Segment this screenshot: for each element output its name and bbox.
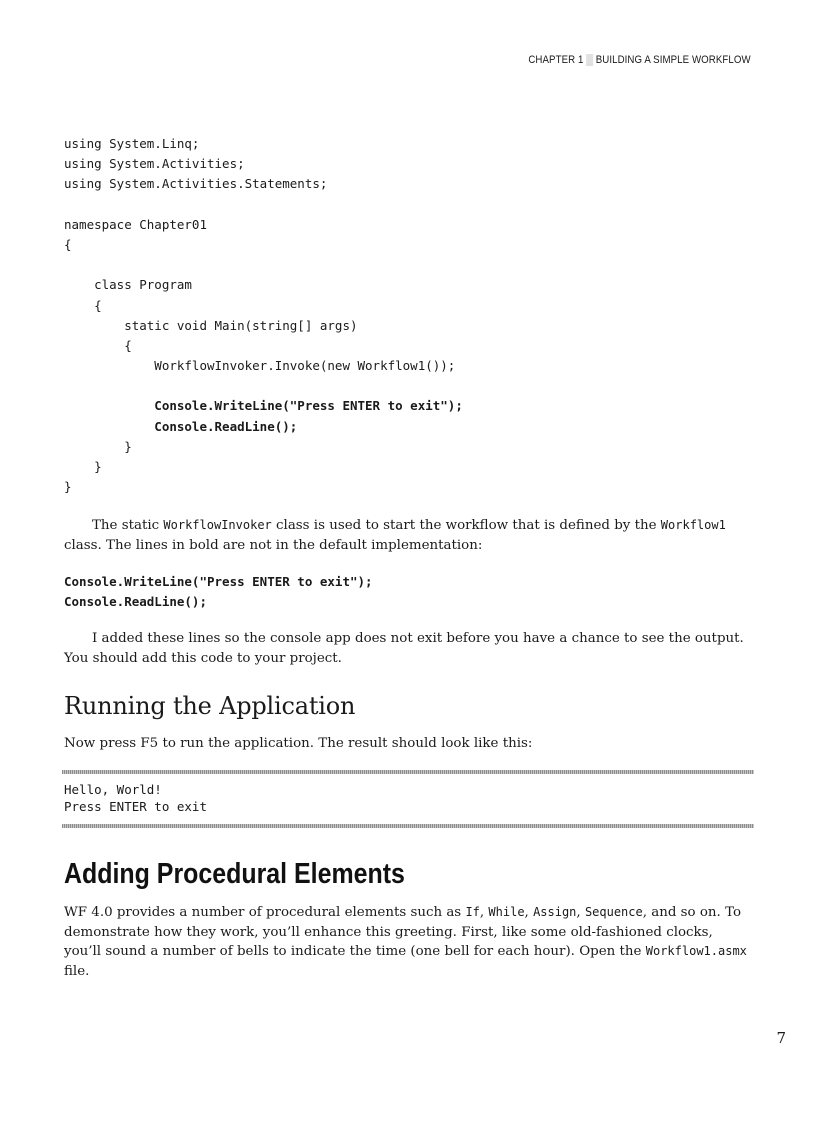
paragraph-procedural-elements: WF 4.0 provides a number of procedural elements such as If, While, Assign, Sequence, and so on. To demonstrate how they work, you’ll enhance this greeting. First, like some old-fashioned clocks, you’ll sound a number of bells to indicate the time (one bell for each hour). Open the Workflow1.asmx file.: [64, 905, 747, 979]
code-line: namespace Chapter01: [64, 216, 207, 232]
inline-code: Workflow1: [660, 518, 726, 532]
code-line: {: [64, 337, 132, 353]
paragraph-workflow-invoker: The static WorkflowInvoker class is used to start the workflow that is defined by the Workflow1 class. The lines in bold are not in the default implementation:: [64, 518, 726, 553]
code-line-bold: Console.WriteLine("Press ENTER to exit");: [64, 574, 373, 589]
code-line: [64, 376, 463, 396]
heading-running-the-application: Running the Application: [64, 692, 356, 720]
output-bottom-rule: [62, 824, 754, 828]
header-chapter: CHAPTER 1: [528, 54, 584, 66]
code-line: }: [64, 459, 102, 474]
console-output: [64, 782, 207, 815]
code-line: [64, 195, 463, 215]
inline-code: While: [488, 905, 525, 919]
code-line-bold: Console.ReadLine();: [64, 594, 207, 610]
heading-adding-procedural-elements: Adding Procedural Elements: [64, 858, 405, 890]
inline-code: Assign: [533, 905, 577, 919]
code-line: }: [64, 479, 72, 495]
code-line: {: [64, 236, 72, 252]
header-section: BUILDING A SIMPLE WORKFLOW: [595, 54, 751, 66]
output-line: Hello, World!: [64, 782, 162, 797]
code-line: }: [64, 438, 132, 454]
code-listing: [64, 134, 463, 497]
code-line: [64, 255, 463, 275]
bold-code-snippet: [64, 572, 373, 612]
header-separator: ▒: [586, 54, 594, 66]
code-line: static void Main(string[] args): [64, 317, 358, 333]
code-line: WorkflowInvoker.Invoke(new Workflow1());: [64, 358, 456, 374]
paragraph-press-f5: Now press F5 to run the application. The result should look like this:: [64, 736, 533, 751]
inline-code: Workflow1.asmx: [645, 944, 747, 959]
code-line: using System.Linq;: [64, 136, 200, 151]
inline-code: WorkflowInvoker: [163, 518, 272, 532]
output-line: Press ENTER to exit: [64, 798, 207, 814]
running-header: [529, 54, 751, 66]
output-top-rule: [62, 770, 754, 774]
code-line-bold: Console.ReadLine();: [64, 418, 298, 434]
code-line: using System.Activities.Statements;: [64, 176, 328, 192]
code-line: using System.Activities;: [64, 156, 245, 172]
console-output-box: [62, 770, 754, 828]
inline-code: If: [465, 905, 480, 919]
code-line: {: [64, 297, 102, 313]
paragraph-console-note: I added these lines so the console app does not exit before you have a chance to see the output. You should add this code to your project.: [64, 631, 744, 666]
inline-code: Sequence: [584, 905, 643, 919]
code-line-bold: Console.WriteLine("Press ENTER to exit");: [64, 398, 463, 414]
code-line: class Program: [64, 277, 192, 293]
page-number: 7: [776, 1029, 786, 1047]
